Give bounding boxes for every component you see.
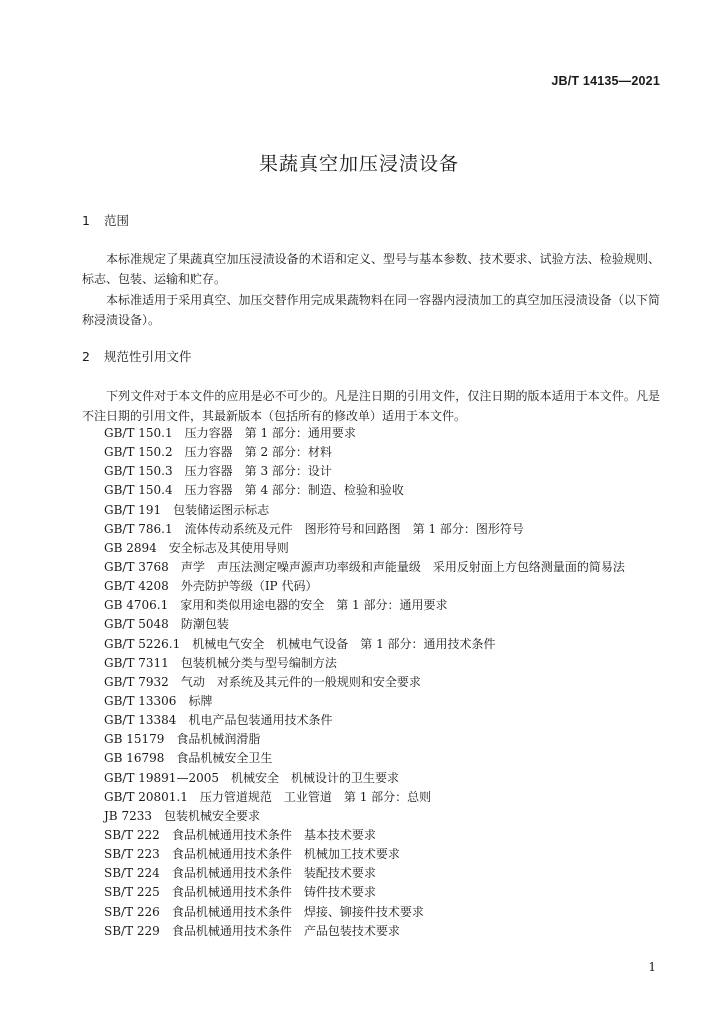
- reference-code: GB/T 3768: [104, 559, 169, 574]
- reference-code: GB/T 20801.1: [104, 789, 188, 804]
- document-code: JB/T 14135—2021: [551, 74, 660, 88]
- reference-title: 气动 对系统及其元件的一般规则和安全要求: [180, 674, 421, 689]
- reference-code: GB/T 150.2: [104, 445, 173, 460]
- document-title: 果蔬真空加压浸渍设备: [258, 153, 459, 175]
- reference-title: 食品机械通用技术条件 铸件技术要求: [171, 885, 376, 900]
- reference-item: [104, 711, 625, 730]
- reference-code: GB/T 5226.1: [104, 636, 181, 651]
- references-intro-paragraph: 下列文件对于本文件的应用是必不可少的。凡是注日期的引用文件，仅注日期的版本适用于本文件。凡是不注日期的引用文件，其最新版本（包括所有的修改单）适用于本文件。: [82, 389, 660, 423]
- reference-code: GB/T 150.1: [104, 426, 173, 440]
- reference-item: [104, 596, 625, 615]
- reference-code: JB 7233: [104, 808, 152, 823]
- reference-item: [104, 922, 625, 941]
- reference-title: 家用和类似用途电器的安全 第 1 部分：通用要求: [180, 598, 448, 613]
- reference-title: 压力容器 第 1 部分：通用要求: [184, 426, 356, 440]
- reference-code: GB/T 7311: [104, 655, 169, 670]
- reference-title: 食品机械安全卫生: [176, 751, 273, 766]
- reference-code: GB 16798: [104, 751, 165, 766]
- reference-title: 机电产品包装通用技术条件: [188, 713, 333, 728]
- reference-title: 食品机械通用技术条件 基本技术要求: [171, 827, 376, 842]
- section-number: 1: [82, 213, 90, 228]
- reference-code: SB/T 223: [104, 847, 160, 862]
- reference-title: 机械电气安全 机械电气设备 第 1 部分：通用技术条件: [192, 636, 496, 651]
- reference-item: [104, 539, 625, 558]
- reference-item: [104, 673, 625, 692]
- reference-item: [104, 692, 625, 711]
- reference-code: GB/T 191: [104, 502, 162, 517]
- reference-code: GB/T 150.4: [104, 483, 173, 498]
- section-number: 2: [82, 349, 90, 364]
- reference-title: 压力容器 第 4 部分：制造、检验和验收: [184, 483, 404, 498]
- reference-item: [104, 443, 625, 462]
- reference-item: [104, 883, 625, 902]
- reference-title: 压力管道规范 工业管道 第 1 部分：总则: [199, 789, 432, 804]
- reference-item: [104, 654, 625, 673]
- reference-code: GB/T 19891—2005: [104, 770, 219, 785]
- reference-title: 声学 声压法测定噪声源声功率级和声能量级 采用反射面上方包络测量面的简易法: [180, 559, 625, 574]
- reference-code: GB/T 4208: [104, 579, 169, 594]
- scope-paragraph-2: 本标准适用于采用真空、加压交替作用完成果蔬物料在同一容器内浸渍加工的真空加压浸渍设备（以下简称浸渍设备）。: [82, 293, 660, 327]
- reference-code: GB 2894: [104, 540, 157, 555]
- reference-title: 流体传动系统及元件 图形符号和回路图 第 1 部分：图形符号: [184, 521, 524, 536]
- reference-item: [104, 769, 625, 788]
- section-title: 范围: [104, 213, 130, 228]
- reference-code: GB/T 13384: [104, 713, 177, 728]
- reference-title: 防潮包装: [180, 617, 229, 632]
- reference-item: [104, 845, 625, 864]
- scope-paragraph-1: 本标准规定了果蔬真空加压浸渍设备的术语和定义、型号与基本参数、技术要求、试验方法、检验规则、标志、包装、运输和贮存。: [82, 252, 660, 286]
- section-heading-scope: [82, 211, 129, 229]
- reference-title: 食品机械通用技术条件 机械加工技术要求: [171, 847, 400, 862]
- reference-title: 压力容器 第 3 部分：设计: [184, 464, 332, 479]
- section-title: 规范性引用文件: [104, 349, 192, 364]
- reference-code: SB/T 226: [104, 904, 160, 919]
- reference-title: 安全标志及其使用导则: [168, 540, 289, 555]
- reference-item: [104, 615, 625, 634]
- reference-item: [104, 577, 625, 596]
- reference-code: SB/T 229: [104, 923, 160, 938]
- reference-item: [104, 635, 625, 654]
- page-number: 1: [648, 960, 656, 974]
- reference-item: [104, 730, 625, 749]
- reference-title: 食品机械润滑脂: [176, 732, 261, 747]
- reference-item: [104, 788, 625, 807]
- reference-item: [104, 520, 625, 539]
- reference-item: [104, 903, 625, 922]
- reference-code: SB/T 224: [104, 866, 160, 881]
- reference-code: GB 15179: [104, 732, 165, 747]
- reference-item: [104, 864, 625, 883]
- reference-title: 食品机械通用技术条件 焊接、铆接件技术要求: [171, 904, 424, 919]
- reference-title: 外壳防护等级（IP 代码）: [180, 579, 318, 594]
- reference-item: [104, 749, 625, 768]
- reference-item: [104, 462, 625, 481]
- reference-title: 包装机械分类与型号编制方法: [180, 655, 337, 670]
- reference-code: GB 4706.1: [104, 598, 169, 613]
- reference-item: [104, 481, 625, 500]
- reference-item: [104, 501, 625, 520]
- reference-item: [104, 807, 625, 826]
- reference-list: [104, 424, 625, 941]
- reference-item: [104, 558, 625, 577]
- reference-title: 食品机械通用技术条件 产品包装技术要求: [171, 923, 400, 938]
- reference-title: 机械安全 机械设计的卫生要求: [230, 770, 399, 785]
- reference-code: GB/T 13306: [104, 693, 177, 708]
- reference-item: [104, 826, 625, 845]
- reference-item: [104, 424, 625, 443]
- reference-title: 标牌: [188, 693, 213, 708]
- reference-code: SB/T 222: [104, 827, 160, 842]
- reference-title: 食品机械通用技术条件 装配技术要求: [171, 866, 376, 881]
- reference-code: GB/T 150.3: [104, 464, 173, 479]
- reference-code: SB/T 225: [104, 885, 160, 900]
- reference-code: GB/T 7932: [104, 674, 169, 689]
- reference-code: GB/T 786.1: [104, 521, 173, 536]
- reference-title: 包装机械安全要求: [163, 808, 260, 823]
- reference-title: 包装储运图示标志: [173, 502, 270, 517]
- reference-code: GB/T 5048: [104, 617, 169, 632]
- reference-title: 压力容器 第 2 部分：材料: [184, 445, 332, 460]
- section-heading-normative-references: [82, 347, 192, 365]
